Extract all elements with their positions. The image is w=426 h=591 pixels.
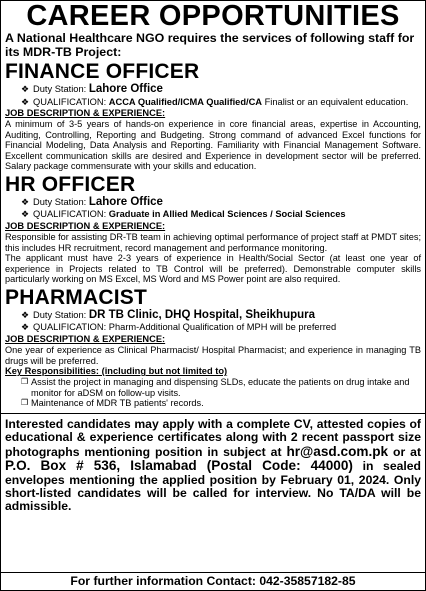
desc-heading: JOB DESCRIPTION & EXPERIENCE:: [5, 108, 166, 118]
job-title: FINANCE OFFICER: [5, 60, 200, 83]
duty-label: Duty Station:: [33, 196, 87, 207]
duty-station-row: [1, 309, 425, 322]
qualification-value: ACCA Qualified/ICMA Qualified/CA: [108, 96, 263, 107]
job-finance-officer: [1, 59, 425, 172]
qualification-label: QUALIFICATION:: [33, 322, 107, 333]
job-description: Responsible for assisting DR-TB team in achieving optimal performance of project staff at PMDT sites; this includes HR recruitment, record management and performance monitoring.: [5, 231, 421, 253]
page-title: CAREER OPPORTUNITIES: [26, 0, 400, 32]
job-title: PHARMACIST: [5, 285, 147, 309]
qualification-row: [1, 96, 425, 109]
desc-heading: JOB DESCRIPTION & EXPERIENCE:: [5, 333, 166, 344]
duty-station-row: [1, 196, 425, 209]
diamond-bullet-icon: ❖: [21, 84, 30, 94]
contact-info: For further information Contact: 042-35857182-85: [1, 572, 425, 590]
job-title: HR OFFICER: [5, 172, 136, 196]
duty-label: Duty Station:: [33, 309, 87, 320]
po-box-address: P.O. Box # 536, Islamabad (Postal Code: 44000): [5, 458, 353, 474]
duty-station-row: [1, 83, 425, 96]
qualification-row: [1, 208, 425, 221]
duty-label: Duty Station:: [33, 84, 87, 94]
job-pharmacist: [1, 285, 425, 409]
diamond-bullet-icon: ❖: [21, 209, 30, 220]
diamond-bullet-icon: ❖: [21, 309, 30, 320]
duty-value: Lahore Office: [88, 195, 163, 208]
job-hr-officer: [1, 172, 425, 285]
job-description-experience: The applicant must have 2-3 years of experience in Health/Social Sector (at least one year of experience in Projects related to TB Control will be preferred). Demonstrable computer skills particularly working on MS Excel, MS Word and MS Power point are also required.: [5, 253, 421, 285]
divider: [1, 413, 425, 414]
responsibility-item: ❒ Assist the project in managing and dispensing SLDs, educate the patients on drug intake and monitor for aDSM on follow-up visits.: [21, 377, 410, 398]
email-address[interactable]: hr@asd.com.pk: [286, 443, 389, 459]
desc-heading: JOB DESCRIPTION & EXPERIENCE:: [5, 220, 166, 231]
diamond-bullet-icon: ❖: [21, 196, 30, 207]
responsibility-item: ❒ Maintenance of MDR TB patients' records.: [21, 398, 204, 409]
qualification-suffix: Finalist or an equivalent education.: [264, 96, 409, 107]
qualification-label: QUALIFICATION:: [33, 209, 107, 220]
square-bullet-icon: ❒: [21, 398, 29, 408]
job-description: One year of experience as Clinical Pharmacist/ Hospital Pharmacist; and experience in managing TB drugs will be preferred.: [5, 344, 421, 366]
square-bullet-icon: ❒: [21, 377, 29, 387]
diamond-bullet-icon: ❖: [21, 322, 30, 333]
responsibilities-heading: Key Responsibilities: (including but not limited to): [5, 366, 228, 377]
qualification-row: [1, 321, 425, 334]
qualification-suffix: Pharm-Additional Qualification of MPH will be preferred: [108, 322, 337, 333]
job-description: A minimum of 3-5 years of hands-on experience in core financial areas, expertise in Accounting, Auditing, Controlling, Reporting and Budgeting. Strong command of advanced Excel functions for Financial Modeling, Data Analysis and Reporting. Familiarity with Financial Management Software. Excellent communication skills are desired and Experience in development sector will be preferred. Salary package commensurate with your skills and education.: [5, 119, 421, 172]
qualification-label: QUALIFICATION:: [33, 96, 107, 107]
qualification-value: Graduate in Allied Medical Sciences / Social Sciences: [108, 209, 346, 220]
duty-value: DR TB Clinic, DHQ Hospital, Sheikhupura: [88, 308, 316, 321]
duty-value: Lahore Office: [88, 83, 163, 95]
intro-text: A National Healthcare NGO requires the services of following staff for its MDR-TB Project:: [5, 31, 415, 59]
diamond-bullet-icon: ❖: [21, 96, 30, 107]
application-instructions: Interested candidates may apply with a complete CV, attested copies of educational & experience certificates along with 2 recent passport size photographs mentioning position in subject at hr@asd.com.pk or at P.O. Box # 536, Islamabad (Postal Code: 44000) in sealed envelopes mentioning the applied position by February 01, 2024. Only short-listed candidates will be called for interview. No TA/DA will be admissible.: [5, 416, 422, 514]
